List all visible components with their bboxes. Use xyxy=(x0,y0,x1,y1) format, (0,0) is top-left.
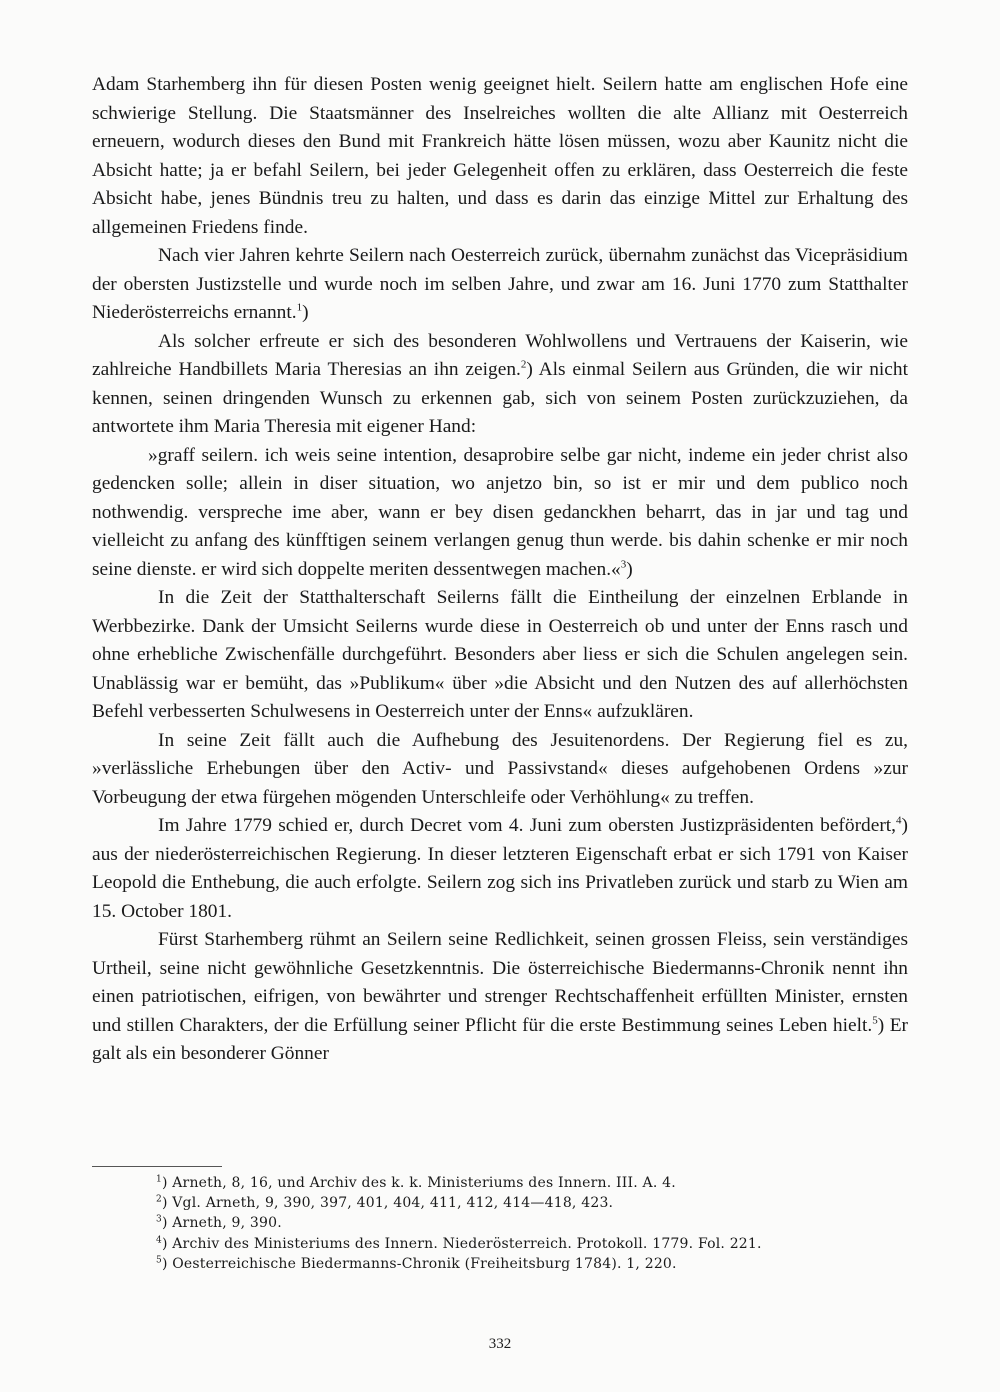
footnote-mark: 1 xyxy=(156,1174,162,1185)
footnote-mark: 3 xyxy=(156,1214,162,1225)
footnote-divider xyxy=(92,1166,222,1167)
page-number: 332 xyxy=(488,1336,512,1352)
paragraph: Adam Starhemberg ihn für diesen Posten wenig geeignet hielt. Seilern hatte am englischen Hofe eine schwierige Stellung. Die Staatsmänner des Inselreiches wollten die alte Allianz mit Oesterreich erneuern, wodurch dieses den Bund mit Frankreich hätte lösen müssen, wozu aber Kaunitz nicht die Absicht hatte; ja er befahl Seilern, bei jeder Gelegenheit offen zu erklären, dass Oesterreich die feste Absicht habe, jenes Bündnis treu zu halten, und dass es darin das einzige Mittel zur Erhaltung des allgemeinen Friedens finde. xyxy=(92,74,908,238)
footnote-ref: 1 xyxy=(296,301,303,314)
paragraph: In die Zeit der Statthalterschaft Seilerns fällt die Eintheilung der einzelnen Erblande in Werbbezirke. Dank der Umsicht Seilerns wurde diese in Oesterreich ob und unter der Enns rasch und ohne erhebliche Zwischenfälle durchgeführt. Besonders aber liess er sich die Schulen angelegen sein. Unablässig war er bemüht, das »Publikum« über »die Absicht und den Nutzen des auf allerhöchsten Befehl verbesserten Schulwesens in Oesterreich unter der Enns« aufzuklären. xyxy=(92,587,908,722)
footnote-ref: 3 xyxy=(620,558,627,571)
paragraph: Nach vier Jahren kehrte Seilern nach Oesterreich zurück, übernahm zunächst das Vicepräsidium der obersten Justizstelle und wurde noch im selben Jahre, und zwar am 16. Juni 1770 zum Statthalter Niederösterreichs ernannt.$^1$) xyxy=(92,245,908,323)
body-text xyxy=(92,71,908,1069)
footnote: $^5$) Oesterreichische Biedermanns-Chronik (Freiheitsburg 1784). 1, 220. xyxy=(156,1255,677,1272)
quote-paragraph: »graff seilern. ich weis seine intention, desaprobire selbe gar nicht, indeme ein jeder christ also gedencken solle; allein in diser situation, wo anjetzo bin, so ist er mir und dem publico noch nothwendig. verspreche ime aber, wann er bey disen gedanckhen beharrt, das in jar und tag und vielleicht zu anfang des künfftigen seinem verlangen genug thun werde. bis dahin schenke er mir noch seine dienste. er wird sich doppelte meriten dessentwegen machen.«$^3$) xyxy=(92,444,908,580)
footnote-ref: 4 xyxy=(896,814,902,827)
footnote: $^2$) Vgl. Arneth, 9, 390, 397, 401, 404, 411, 412, 414—418, 423. xyxy=(156,1194,614,1212)
paragraph: Als solcher erfreute er sich des besonderen Wohlwollens und Vertrauens der Kaiserin, wie zahlreiche Handbillets Maria Theresias an ihn zeigen.$^2$) Als einmal Seilern aus Gründen, die wir nicht kennen, seinen dringenden Wunsch zu erkennen gab, sich von seinem Posten zurückzuziehen, da antwortete ihm Maria Theresia mit eigener Hand: xyxy=(92,330,908,437)
footnote: $^3$) Arneth, 9, 390. xyxy=(156,1214,282,1232)
footnote-mark: 5 xyxy=(156,1255,162,1266)
footnote-ref: 2 xyxy=(520,358,527,371)
footnote-ref: 5 xyxy=(872,1014,878,1027)
footnote-mark: 4 xyxy=(156,1234,162,1245)
paragraph: In seine Zeit fällt auch die Aufhebung des Jesuitenordens. Der Regierung fiel es zu, »verlässliche Erhebungen über den Activ- und Passivstand« dieses aufgehobenen Ordens »zur Vorbeugung der etwa fürgehen mögenden Unterschleife oder Verhöhlung« zu treffen. xyxy=(92,729,908,808)
footnotes xyxy=(156,1173,876,1274)
footnote: $^1$) Arneth, 8, 16, und Archiv des k. k. Ministeriums des Innern. III. A. 4. xyxy=(156,1174,676,1191)
footnote: $^4$) Archiv des Ministeriums des Innern. Niederösterreich. Protokoll. 1779. Fol. 221. xyxy=(156,1234,762,1252)
footnote-mark: 2 xyxy=(156,1194,162,1205)
paragraph: Fürst Starhemberg rühmt an Seilern seine Redlichkeit, seinen grossen Fleiss, sein verständiges Urtheil, seine nicht gewöhnliche Gesetzkenntnis. Die österreichische Biedermanns-Chronik nennt ihn einen patriotischen, eifrigen, von bewährter und strenger Rechtschaffenheit erfüllten Minister, ernsten und stillen Charakters, der die Erfüllung seiner Pflicht für die erste Bestimmung seines Leben hielt.$^5$) Er galt als ein besonderer Gönner xyxy=(92,929,908,1064)
paragraph: Im Jahre 1779 schied er, durch Decret vom 4. Juni zum obersten Justizpräsidenten befördert,$^4$) aus der niederösterreichischen Regierung. In dieser letzteren Eigenschaft erbat er sich 1791 von Kaiser Leopold die Enthebung, die auch erfolgte. Seilern zog sich ins Privatleben zurück und starb zu Wien am 15. October 1801. xyxy=(92,814,908,922)
